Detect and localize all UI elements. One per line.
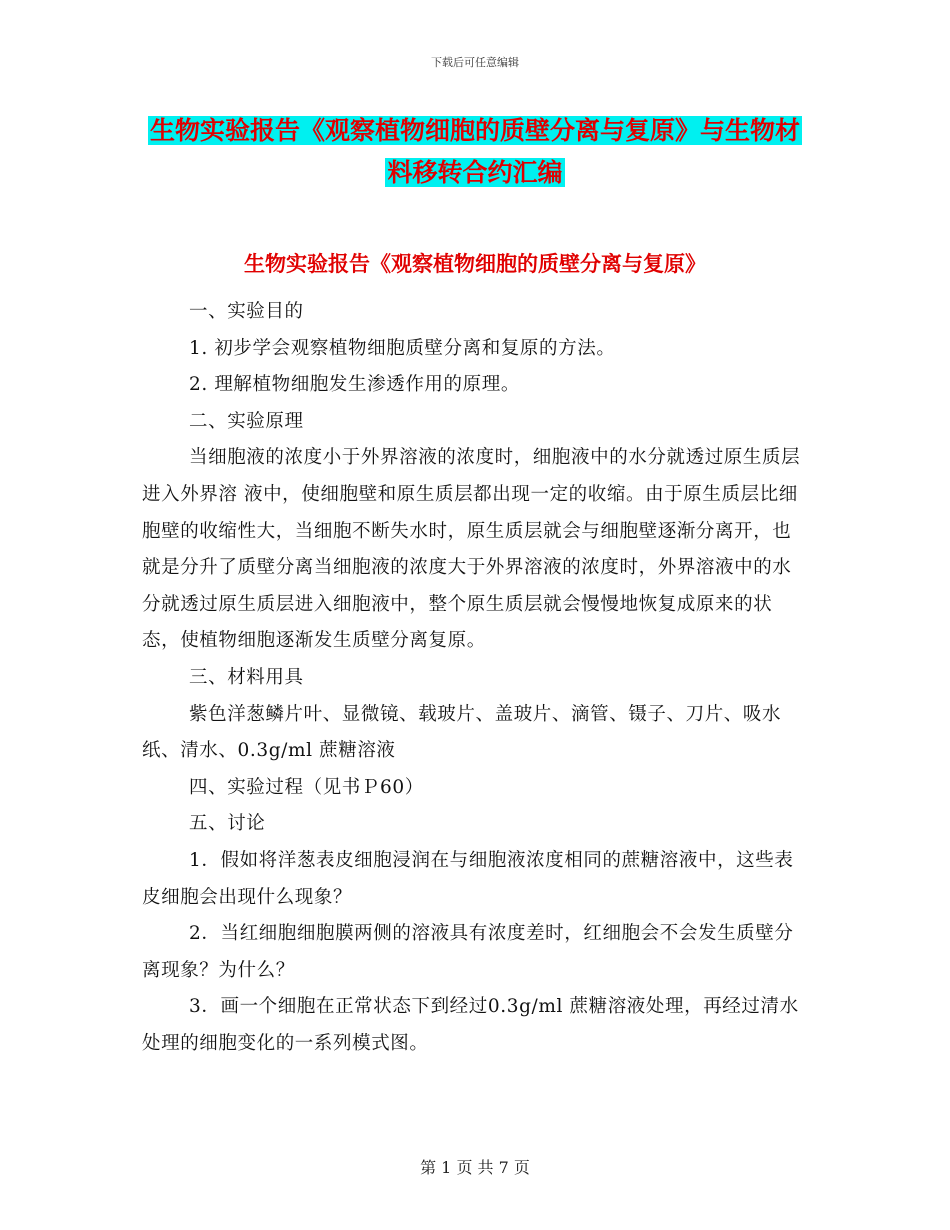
page-footer: 第 1 页 共 7 页 bbox=[420, 1158, 530, 1177]
heading-discussion: 五、讨论 bbox=[189, 813, 266, 835]
header-note: 下载后可任意编辑 bbox=[431, 56, 519, 69]
heading-purpose: 一、实验目的 bbox=[189, 301, 304, 322]
purpose-item-2: 2. 理解植物细胞发生渗透作用的原理。 bbox=[189, 374, 520, 396]
section-title: 生物实验报告《观察植物细胞的质壁分离与复原》 bbox=[244, 252, 706, 276]
principle-paragraph: 当细胞液的浓度小于外界溶液的浓度时，细胞液中的水分就透过原生质层进入外界溶 液中，使细胞壁和原生质层都出现一定的收缩。由于原生质层比细胞壁的收缩性大，当细胞不断失水时，原生质层就会与细胞壁逐渐分离开，也就是分升了质壁分离当细胞液的浓度大于外界溶液的浓度时，外界溶液中的水分就透过原生质层进入细胞液中，整个原生质层就会慢慢地恢复成原来的状态，使植物细胞逐渐发生质壁分离复原。 bbox=[142, 447, 801, 652]
heading-principle: 二、实验原理 bbox=[189, 410, 304, 432]
heading-materials: 三、材料用具 bbox=[189, 666, 304, 688]
document-title-text: 生物实验报告《观察植物细胞的质壁分离与复原》与生物材料移转合约汇编 bbox=[149, 116, 800, 187]
document-title bbox=[140, 110, 810, 194]
report-body bbox=[142, 294, 810, 1062]
purpose-item-1: 1. 初步学会观察植物细胞质壁分离和复原的方法。 bbox=[189, 337, 616, 359]
discussion-question-3: 3．画一个细胞在正常状态下到经过0.3g/ml 蔗糖溶液处理，再经过清水处理的细胞变化的一系列模式图。 bbox=[142, 996, 799, 1054]
discussion-question-2: 2．当红细胞细胞膜两侧的溶液具有浓度差时，红细胞会不会发生质壁分离现象？为什么？ bbox=[142, 923, 794, 981]
discussion-question-1: 1．假如将洋葱表皮细胞浸润在与细胞液浓度相同的蔗糖溶液中，这些表皮细胞会出现什么现象？ bbox=[142, 849, 794, 908]
heading-procedure: 四、实验过程（见书Ｐ60） bbox=[189, 776, 424, 798]
materials-paragraph: 紫色洋葱鳞片叶、显微镜、载玻片、盖玻片、滴管、镊子、刀片、吸水纸、清水、0.3g/ml 蔗糖溶液 bbox=[142, 703, 782, 762]
